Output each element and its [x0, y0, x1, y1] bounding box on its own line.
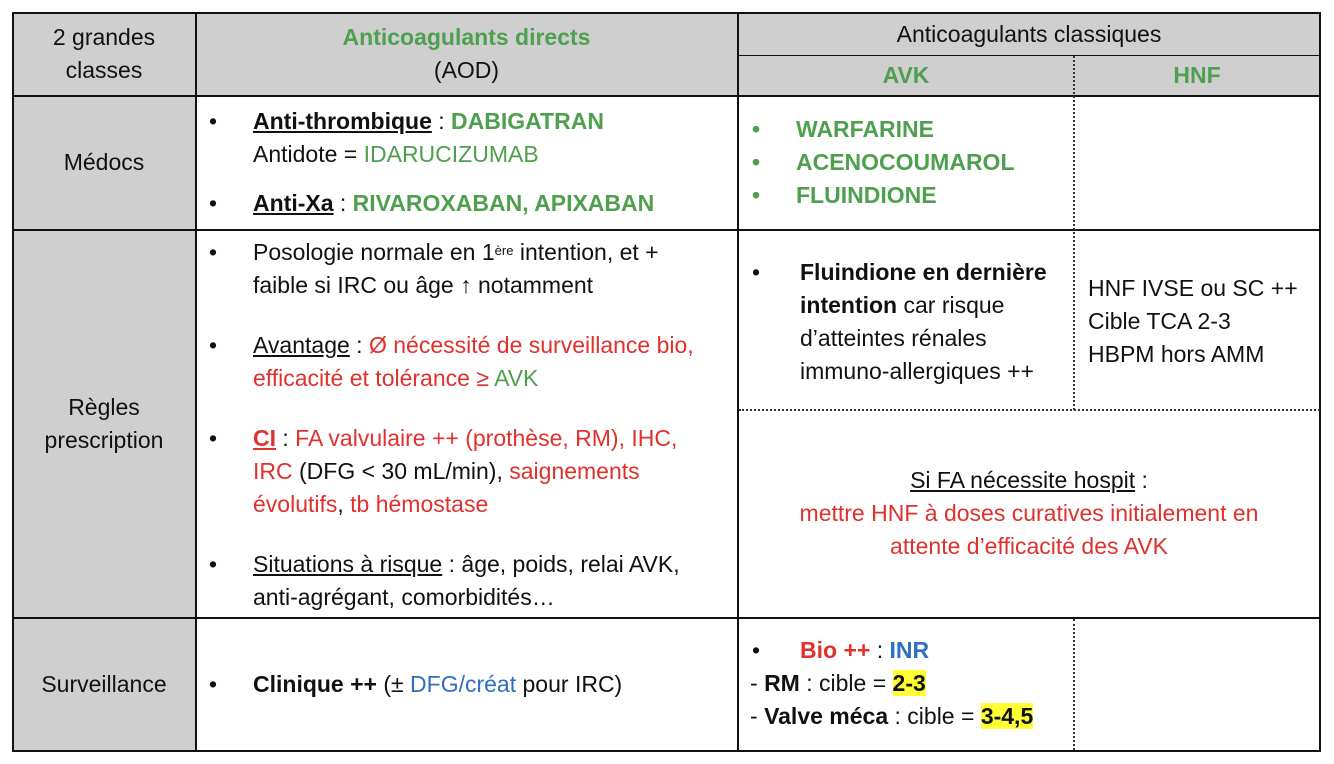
table-border-right: [1319, 12, 1321, 752]
table-border-left: [12, 12, 14, 752]
dotted-divider: [739, 409, 1320, 411]
highlight-badge: 3-4,5: [980, 703, 1034, 729]
row-divider: [12, 95, 1321, 97]
hnf-line: HBPM hors AMM: [1088, 341, 1265, 367]
hnf-line: HNF IVSE ou SC ++: [1088, 275, 1298, 301]
fa-note-line: mettre HNF à doses curatives initialement en: [799, 499, 1259, 526]
regles-hnf-cell: [1074, 272, 1320, 382]
dotted-divider: [1073, 619, 1075, 750]
antidote-line: Antidote = IDARUCIZUMAB: [253, 141, 539, 167]
row-label-surveillance: Surveillance: [41, 671, 167, 697]
header-aod: [195, 13, 738, 95]
header-subdivider: [738, 55, 1321, 56]
header-classes: 2 grandes classes: [52, 24, 156, 83]
target-line: - Valve méca : cible = 3-4,5: [750, 703, 1034, 729]
header-avk: AVK: [882, 61, 930, 88]
list-item: • WARFARINE: [738, 113, 1074, 146]
fa-note-title: Si FA nécessite hospit :: [910, 466, 1148, 493]
table-border-top: [12, 12, 1321, 14]
fa-note-line: attente d’efficacité des AVK: [890, 532, 1168, 559]
fa-note-cell: [738, 410, 1320, 616]
hnf-line: Cible TCA 2-3: [1088, 308, 1231, 334]
target-line: - RM : cible = 2-3: [750, 670, 926, 696]
list-item: • ACENOCOUMAROL: [738, 146, 1074, 179]
header-hnf: HNF: [1173, 61, 1221, 88]
surv-avk-cell: [738, 634, 1074, 744]
header-classic: Anticoagulants classiques: [896, 20, 1162, 47]
list-item: • Avantage : Ø nécessité de surveillance bio, efficacité et tolérance ≥ AVK: [195, 329, 738, 395]
list-item: • Bio ++ : INR: [738, 634, 1074, 667]
list-item: • FLUINDIONE: [738, 179, 1074, 212]
regles-aod-cell: [195, 236, 738, 616]
table-border-bottom: [12, 750, 1321, 752]
surv-aod-cell: [195, 668, 738, 708]
row-label-regles: Règles prescription: [44, 393, 164, 453]
list-item: • Posologie normale en 1ère intention, et + faible si IRC ou âge ↑ notamment: [195, 236, 738, 302]
column-divider: [737, 12, 739, 752]
list-item: • Fluindione en dernière intention car risque d’atteintes rénales immuno-allergiques ++: [738, 256, 1074, 388]
list-item: • Clinique ++ (± DFG/créat pour IRC): [195, 668, 738, 701]
list-item: • Anti-Xa : RIVAROXABAN, APIXABAN: [195, 187, 738, 220]
medocs-avk-cell: [738, 113, 1074, 223]
list-item: • Situations à risque : âge, poids, relai AVK, anti-agrégant, comorbidités…: [195, 548, 738, 614]
header-aod-title: Anticoagulants directs: [342, 24, 591, 50]
regles-avk-cell: [738, 256, 1074, 406]
header-aod-subtitle: (AOD): [433, 57, 500, 83]
medocs-aod-cell: [195, 105, 738, 225]
column-divider: [195, 12, 197, 752]
dotted-divider: [1073, 56, 1075, 410]
highlight-badge: 2-3: [892, 670, 926, 696]
list-item: • CI : FA valvulaire ++ (prothèse, RM), IHC, IRC (DFG < 30 mL/min), saignements évolutifs, tb hémostase: [195, 422, 738, 521]
list-item: • Anti-thrombique : DABIGATRAN: [195, 105, 738, 138]
row-divider: [12, 617, 1321, 619]
row-label-medocs: Médocs: [63, 148, 145, 175]
row-divider: [12, 229, 1321, 231]
